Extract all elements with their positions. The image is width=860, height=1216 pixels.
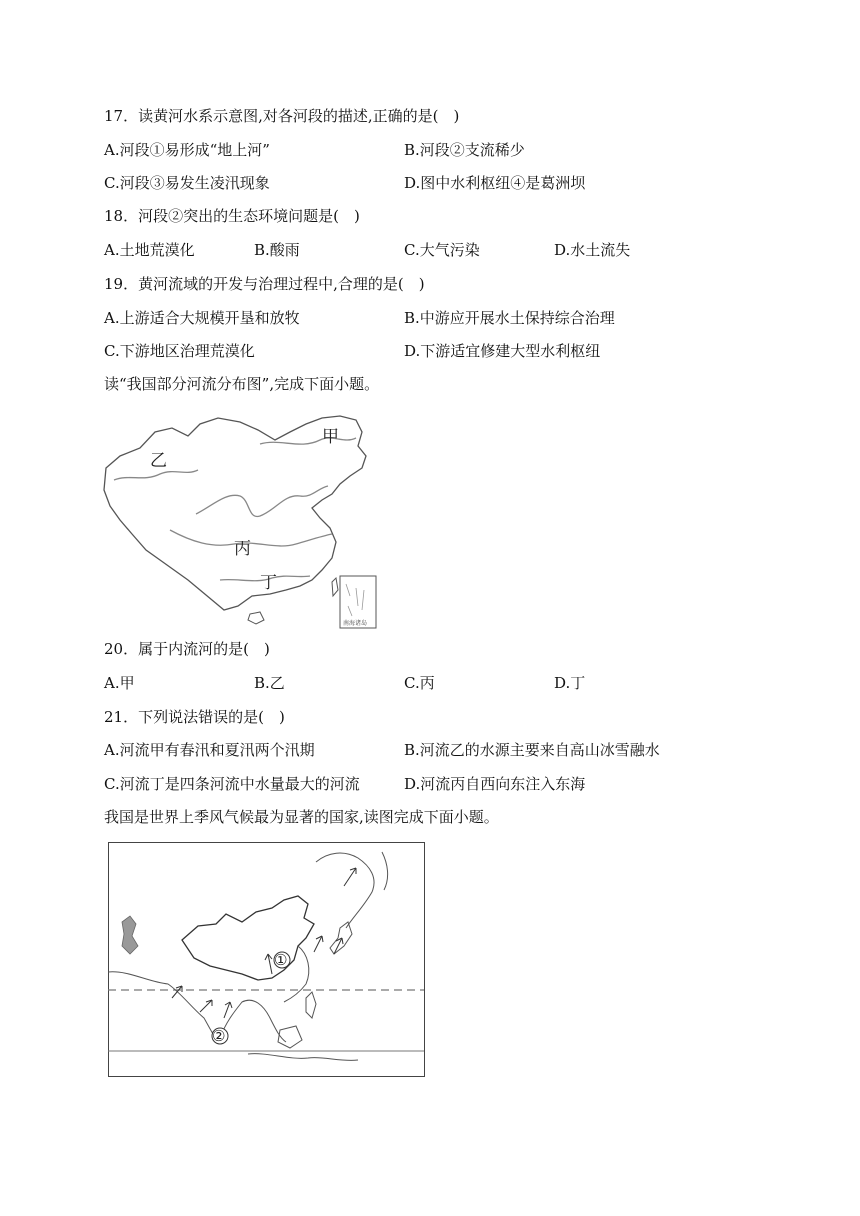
label-bing: 丙 (234, 539, 251, 559)
q18-option-b[interactable]: B.酸雨 (254, 241, 300, 259)
q19-option-b[interactable]: B.中游应开展水土保持综合治理 (404, 309, 615, 327)
q20-option-d[interactable]: D.丁 (554, 674, 586, 692)
river-yi (114, 470, 198, 480)
q19-option-d[interactable]: D.下游适宜修建大型水利枢纽 (404, 342, 601, 360)
map2-intro: 我国是世界上季风气候最为显著的国家,读图完成下面小题。 (104, 808, 499, 826)
q17-option-a[interactable]: A.河段①易形成“地上河” (104, 141, 270, 159)
q17-option-b[interactable]: B.河段②支流稀少 (404, 141, 525, 159)
q21-option-a[interactable]: A.河流甲有春汛和夏汛两个汛期 (104, 741, 315, 759)
label-ding: 丁 (260, 573, 277, 593)
q19-stem: 19．黄河流域的开发与治理过程中,合理的是( ) (104, 275, 425, 293)
china-river-map (100, 410, 390, 632)
q21-option-b[interactable]: B.河流乙的水源主要来自高山冰雪融水 (404, 741, 660, 759)
china-river-map-svg (100, 410, 390, 632)
q18-option-c[interactable]: C.大气污染 (404, 241, 480, 259)
q20-option-a[interactable]: A.甲 (104, 674, 135, 692)
q21-option-c[interactable]: C.河流丁是四条河流中水量最大的河流 (104, 775, 360, 793)
q20-stem: 20．属于内流河的是( ) (104, 640, 270, 658)
q18-option-a[interactable]: A.土地荒漠化 (104, 241, 195, 259)
yellow-river (196, 486, 328, 517)
monsoon-map (108, 842, 426, 1078)
label-one: ① (274, 951, 288, 969)
monsoon-map-svg (108, 842, 426, 1078)
map1-intro: 读“我国部分河流分布图”,完成下面小题。 (104, 375, 380, 393)
river-bing (170, 530, 332, 546)
q17-option-c[interactable]: C.河段③易发生凌汛现象 (104, 174, 270, 192)
q20-option-c[interactable]: C.丙 (404, 674, 435, 692)
q19-option-c[interactable]: C.下游地区治理荒漠化 (104, 342, 255, 360)
label-yi: 乙 (150, 451, 167, 471)
q21-stem: 21．下列说法错误的是( ) (104, 708, 285, 726)
label-jia: 甲 (322, 427, 339, 447)
q17-option-d[interactable]: D.图中水利枢纽④是葛洲坝 (404, 174, 586, 192)
q20-option-b[interactable]: B.乙 (254, 674, 285, 692)
map-frame (109, 843, 425, 1077)
label-two: ② (212, 1027, 226, 1045)
inset-caption: 南海诸岛 (343, 620, 368, 627)
q18-stem: 18．河段②突出的生态环境问题是( ) (104, 207, 360, 225)
q21-option-d[interactable]: D.河流丙自西向东注入东海 (404, 775, 586, 793)
q19-option-a[interactable]: A.上游适合大规模开垦和放牧 (104, 309, 300, 327)
q18-option-d[interactable]: D.水土流失 (554, 241, 631, 259)
taiwan-island (332, 578, 338, 596)
hainan-island (248, 612, 264, 624)
q17-stem: 17．读黄河水系示意图,对各河段的描述,正确的是( ) (104, 107, 460, 125)
